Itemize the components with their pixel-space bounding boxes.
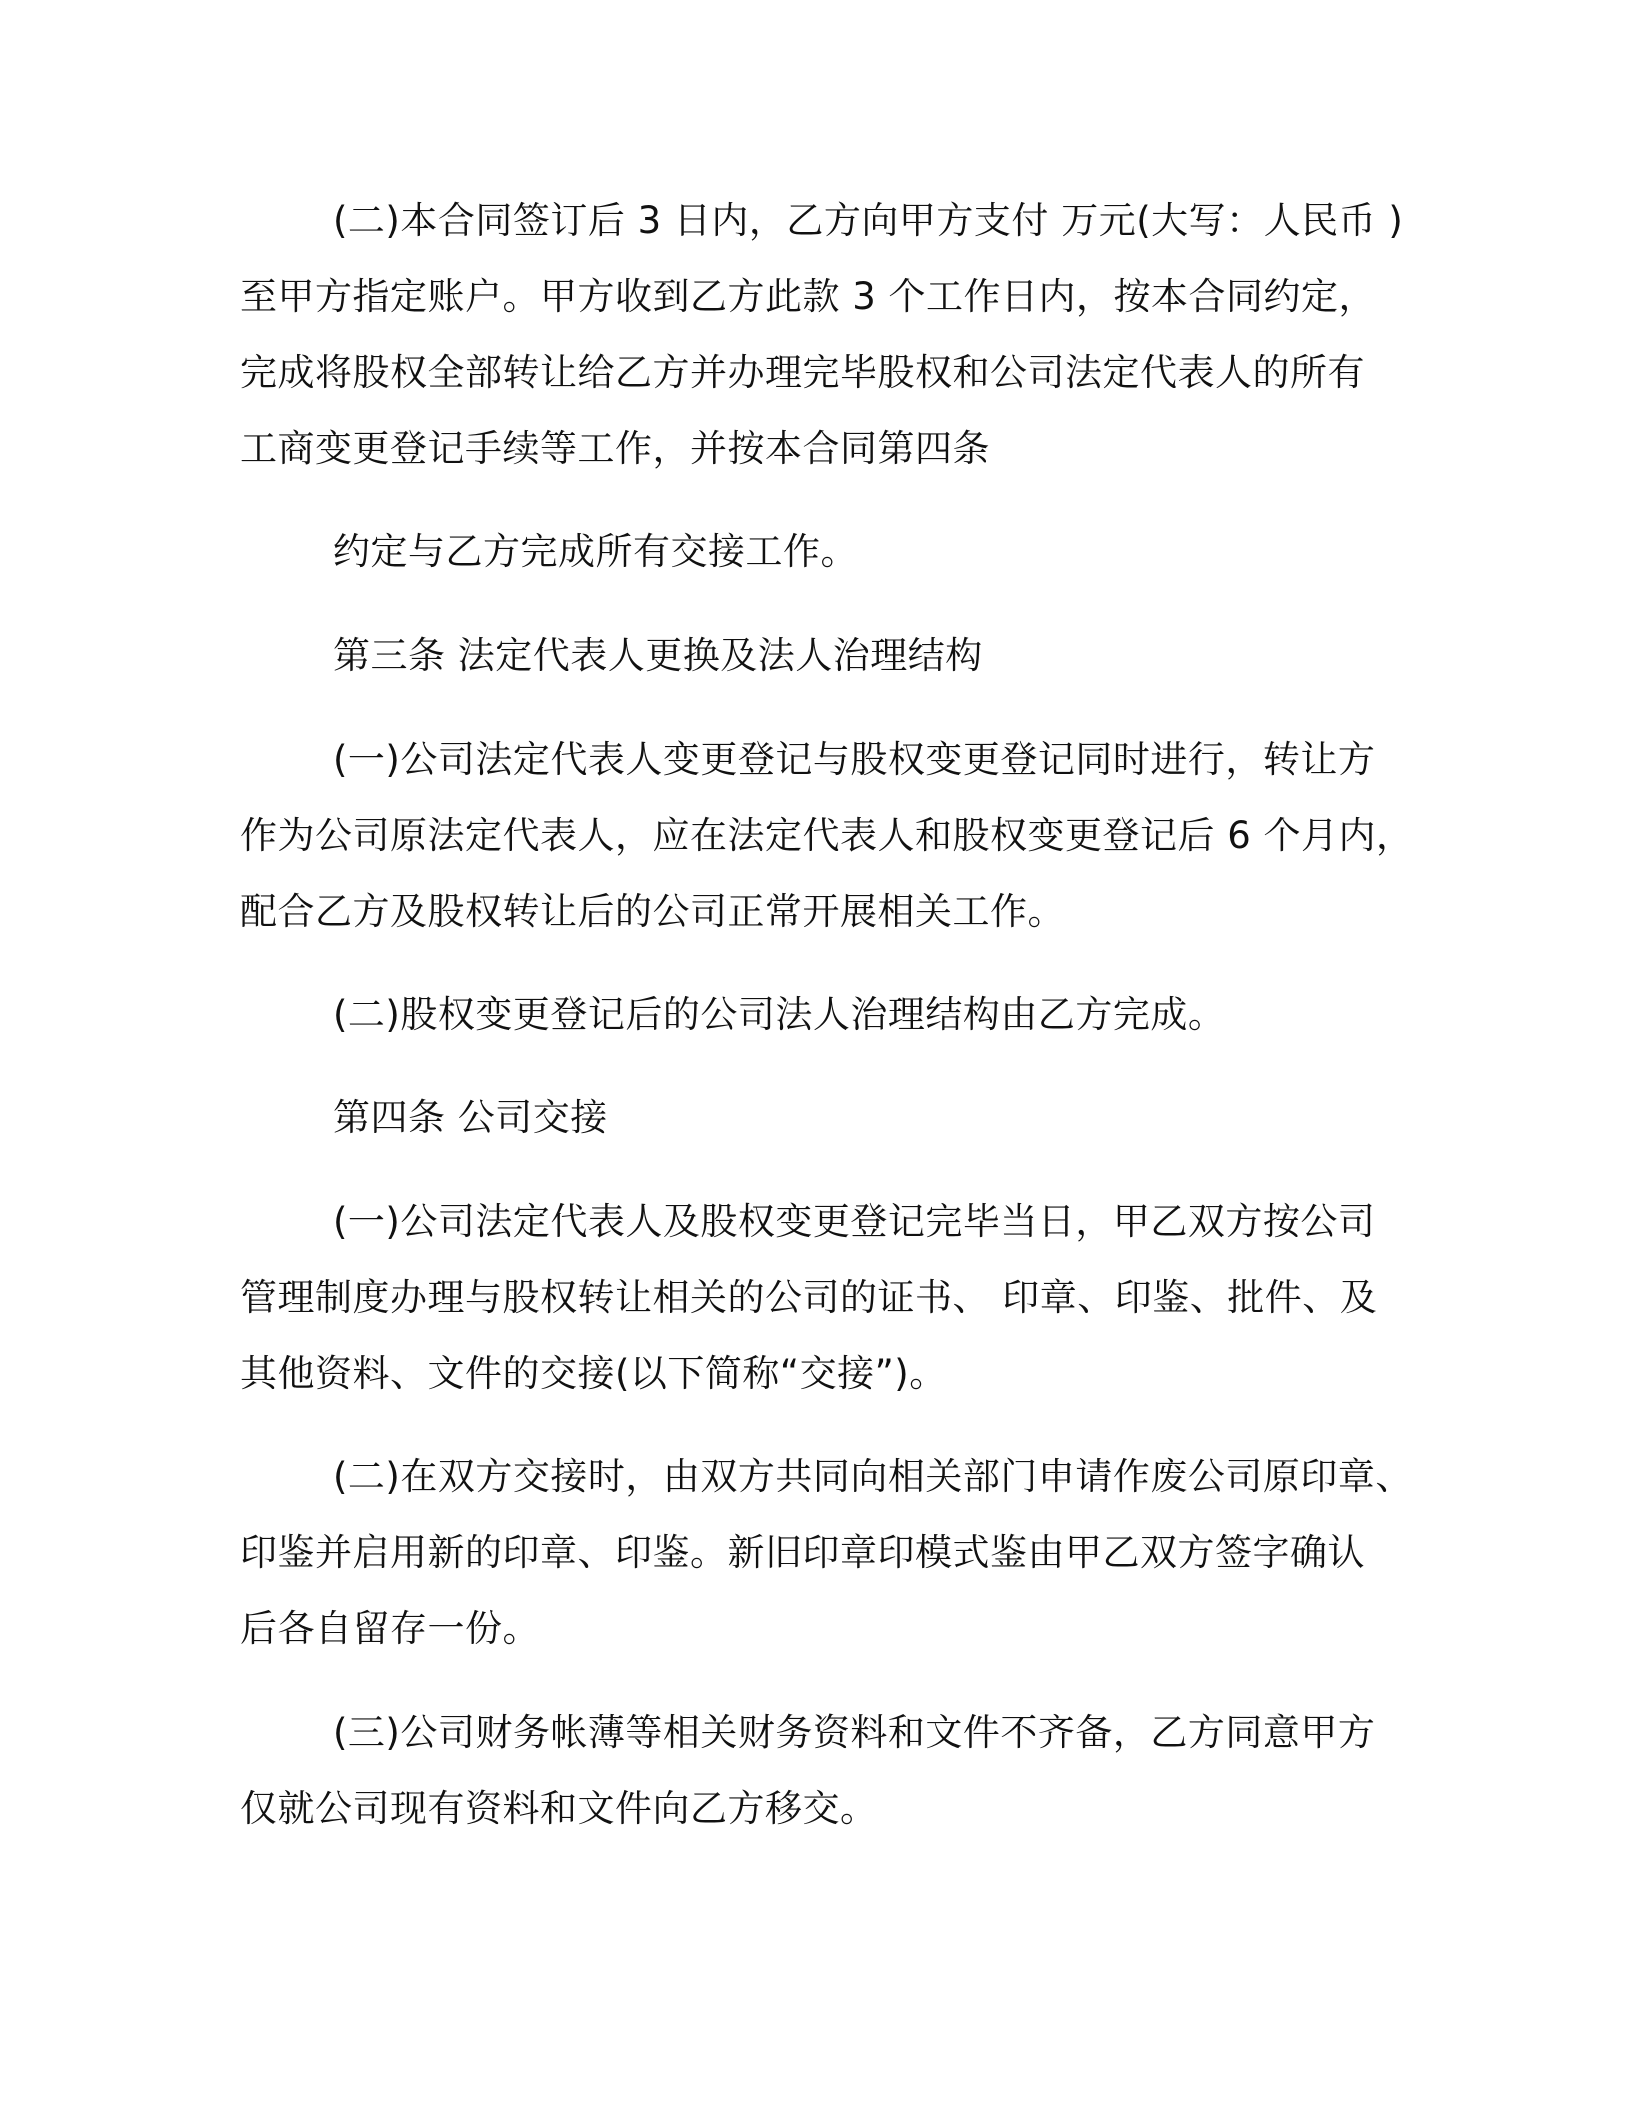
paragraph-2-2-line-3: 完成将股权全部转让给乙方并办理完毕股权和公司法定代表人的所有: [240, 351, 1365, 394]
paragraph-4-2-line-2: 印鉴并启用新的印章、印鉴。新旧印章印模式鉴由甲乙双方签字确认: [240, 1531, 1365, 1574]
paragraph-4-1-line-1: (一)公司法定代表人及股权变更登记完毕当日，甲乙双方按公司: [333, 1200, 1376, 1243]
paragraph-2-2-line-5: 约定与乙方完成所有交接工作。: [333, 530, 858, 573]
paragraph-4-3-line-2: 仅就公司现有资料和文件向乙方移交。: [240, 1787, 878, 1830]
paragraph-3-1-line-2: 作为公司原法定代表人，应在法定代表人和股权变更登记后 6 个月内，: [240, 814, 1414, 857]
paragraph-4-1-line-2: 管理制度办理与股权转让相关的公司的证书、 印章、印鉴、批件、及: [240, 1276, 1378, 1319]
paragraph-2-2-line-2: 至甲方指定账户。甲方收到乙方此款 3 个工作日内，按本合同约定，: [240, 275, 1377, 318]
paragraph-4-2-line-3: 后各自留存一份。: [240, 1607, 540, 1650]
paragraph-3-1-line-1: (一)公司法定代表人变更登记与股权变更登记同时进行，转让方: [333, 738, 1376, 781]
article-4-heading: 第四条 公司交接: [333, 1096, 608, 1139]
article-3-heading: 第三条 法定代表人更换及法人治理结构: [333, 634, 983, 677]
paragraph-4-2-line-1: (二)在双方交接时，由双方共同向相关部门申请作废公司原印章、: [333, 1455, 1413, 1498]
paragraph-4-3-line-1: (三)公司财务帐薄等相关财务资料和文件不齐备，乙方同意甲方: [333, 1711, 1376, 1754]
paragraph-3-1-line-3: 配合乙方及股权转让后的公司正常开展相关工作。: [240, 890, 1065, 933]
paragraph-4-1-line-3: 其他资料、文件的交接(以下简称“交接”)。: [240, 1352, 947, 1395]
paragraph-3-2: (二)股权变更登记后的公司法人治理结构由乙方完成。: [333, 993, 1226, 1036]
paragraph-2-2-line-4: 工商变更登记手续等工作，并按本合同第四条: [240, 427, 990, 470]
paragraph-2-2-line-1: (二)本合同签订后 3 日内，乙方向甲方支付 万元(大写：人民币 ): [333, 199, 1404, 242]
